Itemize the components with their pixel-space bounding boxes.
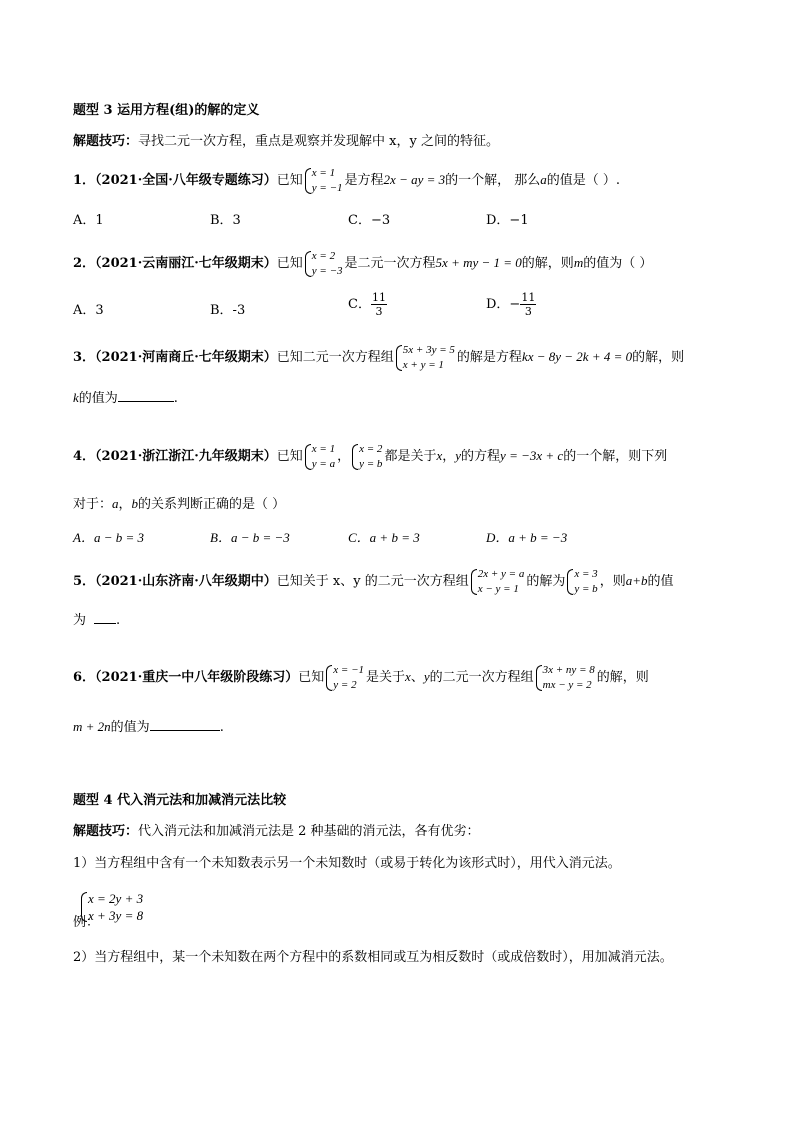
q4-option-a: A．a − b = 3 <box>73 530 144 545</box>
q4-line2-sep: ， <box>118 497 132 512</box>
q4-var-a: a <box>112 496 119 511</box>
q6-sys-row: 3x + ny = 8 <box>542 663 595 676</box>
section4-point-1: 1）当方程组中含有一个未知数表示另一个未知数时（或易于转化为该形式时），用代入消元法。 <box>73 856 621 871</box>
q5-expr: a+b <box>625 573 648 588</box>
question-6 <box>73 662 649 693</box>
q4-sys-row: x = 2 <box>359 442 383 455</box>
q4-line2 <box>73 495 285 514</box>
q2-option-c-fraction <box>371 291 387 318</box>
q2-end: 的值为（ ） <box>583 256 653 271</box>
q5-end: 的值 <box>647 574 674 589</box>
q1-option-d: D．−1 <box>486 213 529 228</box>
section3-title: 题型 3 运用方程(组)的解的定义 <box>73 103 260 118</box>
q4-comma: ， <box>337 449 351 464</box>
q3-mid: 的解是方程 <box>456 350 522 365</box>
q2-mid: 是二元一次方程 <box>344 256 436 271</box>
fraction-numerator: 11 <box>521 291 536 304</box>
q4-number: 4． <box>73 449 96 464</box>
q1-source: （2021·全国·八年级专题练习） <box>95 173 277 188</box>
q5-number: 5． <box>73 574 96 589</box>
q2-system <box>305 249 343 279</box>
q1-var: a <box>540 172 547 187</box>
question-2 <box>73 248 652 279</box>
q5-line2 <box>73 611 120 630</box>
q5-post: ，则 <box>599 574 626 589</box>
q6-end: . <box>219 720 224 735</box>
tip-label: 解题技巧： <box>73 134 139 149</box>
section3-tip <box>73 133 499 151</box>
q5-mid: 的解为 <box>526 574 566 589</box>
question-1 <box>73 165 620 196</box>
question-5 <box>73 566 674 597</box>
q5-sys-row: x − y = 1 <box>477 582 519 595</box>
q6-mid: 是关于 <box>366 670 406 685</box>
q4-sep: ， <box>442 449 456 464</box>
section4-example <box>73 890 145 932</box>
tip-label: 解题技巧： <box>73 824 139 839</box>
q6-pre: 已知 <box>298 670 325 685</box>
q1-sys-row: x = 1 <box>311 166 336 179</box>
q4-var-x: x <box>436 448 443 463</box>
q6-source: （2021·重庆一中八年级阶段练习） <box>95 670 299 685</box>
q1-option-a: A．1 <box>73 213 104 228</box>
q2-option-d-label: D．− <box>486 297 521 312</box>
q3-source: （2021·河南商丘·七年级期末） <box>95 350 277 365</box>
q6-sys-row: y = 2 <box>333 678 357 691</box>
q2-source: （2021·云南丽江·七年级期末） <box>95 256 277 271</box>
q4-mid2: 的方程 <box>461 449 501 464</box>
q4-system-2 <box>352 442 382 472</box>
q6-line2 <box>73 718 224 737</box>
q5-end2: . <box>116 613 121 628</box>
q1-mid: 是方程 <box>344 173 384 188</box>
q2-option-b: B．-3 <box>210 303 246 318</box>
section4-point-2: 2）当方程组中，某一个未知数在两个方程中的系数相同或互为相反数时（或成倍数时），用加减消元法。 <box>73 950 673 965</box>
q5-sys-row: 2x + y = a <box>477 567 525 580</box>
q2-option-d-fraction <box>520 291 536 318</box>
q6-sys-row: x = −1 <box>333 663 365 676</box>
example-system <box>81 890 143 924</box>
q4-system-1 <box>305 442 335 472</box>
q3-end: . <box>173 391 178 406</box>
q2-option-a: A．3 <box>73 303 104 318</box>
q6-line2-text: 的值为 <box>110 720 150 735</box>
q6-var-x: x <box>405 669 411 684</box>
q6-number: 6． <box>73 670 96 685</box>
q6-post: 的解，则 <box>596 670 649 685</box>
q6-system-2 <box>536 663 595 693</box>
q5-sys-row: y = b <box>574 582 598 595</box>
q3-post: 的解，则 <box>632 350 685 365</box>
q3-sys-row: x + y = 1 <box>402 358 444 371</box>
q2-var: m <box>573 255 584 270</box>
q4-option-c: C．a + b = 3 <box>348 530 420 545</box>
q4-source: （2021·浙江浙江·九年级期末） <box>95 449 277 464</box>
fraction-denominator: 3 <box>375 305 383 318</box>
q4-sys-row: y = a <box>311 457 336 470</box>
q3-line2-text: 的值为 <box>78 391 118 406</box>
q1-end: 的值是（ ）. <box>546 173 621 188</box>
q1-pre: 已知 <box>276 173 303 188</box>
question-4 <box>73 441 667 472</box>
q4-mid: 都是关于 <box>384 449 437 464</box>
q1-post: 的一个解， 那么 <box>445 173 541 188</box>
q3-number: 3． <box>73 350 96 365</box>
q6-mid2: 的二元一次方程组 <box>429 670 534 685</box>
q4-sys-row: y = b <box>359 457 383 470</box>
q1-sys-row: y = −1 <box>311 181 343 194</box>
q2-option-c-label: C． <box>348 297 371 312</box>
q5-system-1 <box>471 567 525 597</box>
q1-option-b: B．3 <box>210 213 241 228</box>
q1-option-c: C．−3 <box>348 213 391 228</box>
q3-line2 <box>73 389 178 408</box>
q5-line2-text: 为 <box>73 613 87 628</box>
q3-system <box>396 343 455 373</box>
fraction-denominator: 3 <box>524 305 532 318</box>
q4-equation: y = −3x + c <box>500 448 564 463</box>
q2-option-d <box>486 290 536 320</box>
example-label: 例： <box>73 915 100 930</box>
q5-source: （2021·山东济南·八年级期中） <box>95 574 277 589</box>
example-sys-row: x + 3y = 8 <box>88 908 144 923</box>
q3-var-k: k <box>73 390 79 405</box>
q5-system-2 <box>567 567 597 597</box>
q2-equation: 5x + my − 1 = 0 <box>435 255 522 270</box>
q4-line2-end: 的关系判断正确的是（ ） <box>138 497 286 512</box>
q4-var-b: b <box>131 496 139 511</box>
q4-post: 的一个解，则下列 <box>563 449 668 464</box>
q6-sys-row: mx − y = 2 <box>542 678 592 691</box>
q6-sep: 、 <box>410 670 424 685</box>
example-sys-row: x = 2y + 3 <box>88 891 144 906</box>
q4-option-b: B．a − b = −3 <box>210 530 290 545</box>
q6-system-1 <box>326 663 364 693</box>
answer-blank[interactable] <box>118 389 174 402</box>
q3-sys-row: 5x + 3y = 5 <box>402 343 455 356</box>
fraction-numerator: 11 <box>371 291 386 304</box>
tip-text: 代入消元法和加减消元法是 2 种基础的消元法，各有优劣： <box>138 824 480 839</box>
question-3 <box>73 342 684 373</box>
q5-sys-row: x = 3 <box>574 567 598 580</box>
q1-system <box>305 166 343 196</box>
answer-blank[interactable] <box>94 611 116 624</box>
q6-expr: m + 2n <box>73 719 111 734</box>
q4-pre: 已知 <box>276 449 303 464</box>
q2-sys-row: y = −3 <box>311 264 343 277</box>
q2-option-c <box>348 290 387 320</box>
q2-pre: 已知 <box>276 256 303 271</box>
q1-equation: 2x − ay = 3 <box>383 172 446 187</box>
q1-number: 1． <box>73 173 96 188</box>
tip-text: 寻找二元一次方程，重点是观察并发现解中 x，y 之间的特征。 <box>138 134 499 149</box>
q3-equation: kx − 8y − 2k + 4 = 0 <box>521 349 633 364</box>
q6-var-y: y <box>423 669 430 684</box>
q3-pre: 已知二元一次方程组 <box>276 350 394 365</box>
section4-title: 题型 4 代入消元法和加减消元法比较 <box>73 793 287 808</box>
q2-number: 2． <box>73 256 96 271</box>
q4-var-y: y <box>455 448 462 463</box>
q4-sys-row: x = 1 <box>311 442 336 455</box>
q4-line2-text: 对于： <box>73 497 113 512</box>
q2-post: 的解，则 <box>521 256 574 271</box>
q4-option-d: D．a + b = −3 <box>486 530 568 545</box>
answer-blank[interactable] <box>150 718 220 731</box>
q2-sys-row: x = 2 <box>311 249 336 262</box>
section4-tip <box>73 823 480 841</box>
q5-pre: 已知关于 x、y 的二元一次方程组 <box>276 574 469 589</box>
